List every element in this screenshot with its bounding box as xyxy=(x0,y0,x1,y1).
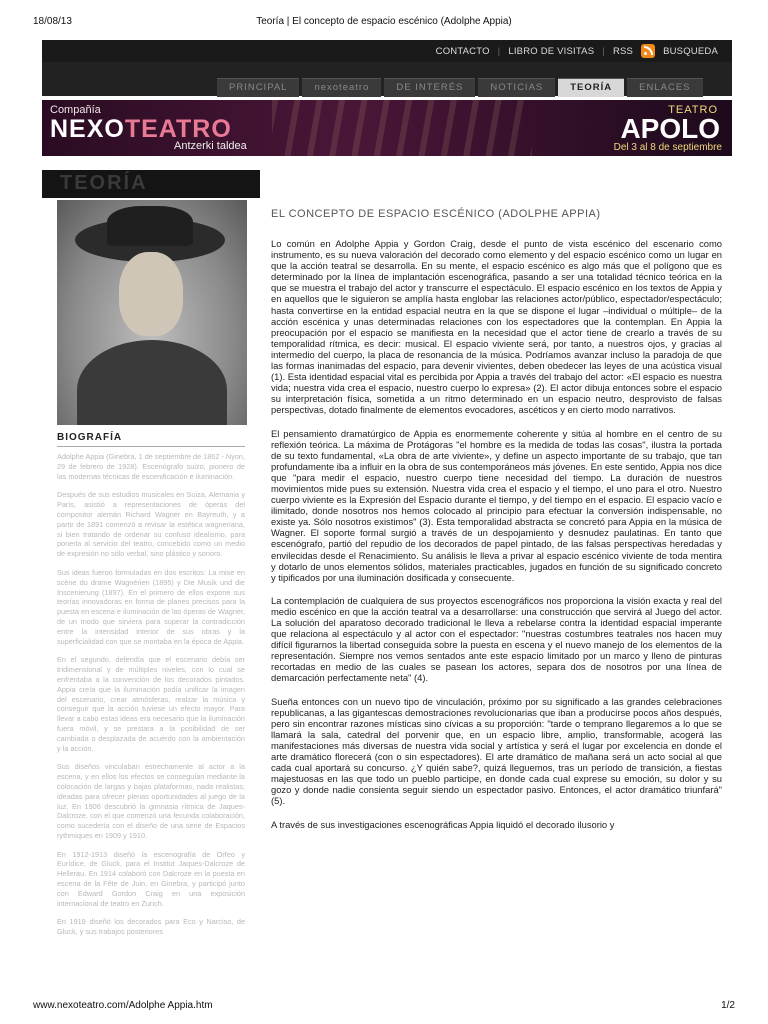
banner-tagline: Antzerki taldea xyxy=(174,140,247,152)
tab-nexoteatro[interactable]: nexoteatro xyxy=(302,78,381,97)
hat-crown xyxy=(107,206,193,246)
banner-logo-nexo: NEXO xyxy=(50,115,125,143)
bio-paragraph: En 1912-1913 diseñó la escenografía de Orfeo y Eurídice, de Gluck, para el Institut Jaques-Dalcroze de Hellerau. En 1914 colaboró con Dalcroze en la puesta en escena de la Fête de Juin, en Ginebra, y participó junto con Edward Gordon Craig en una exposición internacional de teatro en Zurich. xyxy=(57,849,245,908)
print-url: www.nexoteatro.com/Adolphe Appia.htm xyxy=(33,1000,213,1011)
article-title: EL CONCEPTO DE ESPACIO ESCÉNICO (ADOLPHE APPIA) xyxy=(271,208,601,220)
biography-text xyxy=(57,452,245,996)
face xyxy=(119,252,183,336)
article-paragraph: A través de sus investigaciones escenográficas Appia liquidó el decorado ilusorio y xyxy=(271,818,615,830)
banner-dates: Del 3 al 8 de septiembre xyxy=(613,142,722,153)
rss-feed-icon[interactable] xyxy=(641,44,655,58)
banner-compania: Compañía xyxy=(50,104,101,116)
bio-paragraph: Después de sus estudios musicales en Suiza, Alemania y París, asistió a representaciones de óperas del compositor alemán Richard Wagner en Bayreuth, y a partir de 1891 comenzó a revisar la estética wagneriana, si bien tratando de ordenar su confuso idealismo, para ponerla al servicio del teatro, concebido como un medio de expresión no sólo verbal, sino plástico y sonoro. xyxy=(57,490,245,559)
banner-venue-label: TEATRO xyxy=(668,104,718,116)
section-header xyxy=(42,170,260,198)
tab-de-interes[interactable]: DE INTERÉS xyxy=(384,78,475,97)
tab-noticias[interactable]: NOTICIAS xyxy=(478,78,555,97)
article-paragraph: La contemplación de cualquiera de sus proyectos escenográficos nos proporciona la visión exacta y real del medio escénico en que la acción teatral va a desarrollarse: una construcción que servirá al Juego del actor. La solución del aparatoso decorado tradicional le lleva a rebelarse contra la identidad espacial imperante que relaciona al espectáculo y al actor con el espectador: "nuestras costumbres teatrales nos hacen muy difícil figurarnos la libertad conseguida sobre la puesta en escena y el nuevo manejo de los elementos de la representación. Siempre nos vemos sentados ante este espacio limitado por un marco y lleno de pinturas recortadas en medio de las cuales se pasean los actores, separa dos de nosotros por una línea de demarcación perfectamente neta" (4). xyxy=(271,594,722,684)
article xyxy=(271,208,722,842)
rss-link[interactable]: RSS xyxy=(612,45,634,57)
bio-paragraph: Sus ideas fueron formuladas en dos escritos: La mise en scène du drame Wagnérien (1895) y Die Musik und die Inscenierung (1897). En el primero de ellos expone sus teorías innovadoras en forma de planes precisos para la puesta en escena e iluminación de las óperas de Wagner, de un modo que sirviera para superar la contradicción entre la intensidad interior de sus obras y la superficialidad con que se montaba en la época de Appia. xyxy=(57,567,245,646)
article-paragraph: El pensamiento dramatúrgico de Appia es enormemente coherente y sitúa al hombre en el centro de su reflexión teórica. La máxima de Protágoras "el hombre es la medida de todas las cosas", ilustra la portada de su texto fundamental, «La obra de arte viviente», y define un aspecto importante de su trabajo, que tan profundamente iba a influir en la obra de sus contemporáneos más jóvenes. En este sentido, Appia nos dice que "para medir el espacio, nuestro cuerpo tiene necesidad del tiempo. La duración de nuestros movimientos mide pues su extensión. Nuestra vida crea el espacio y el tiempo, el uno para el otro. Nuestro cuerpo viviente es la Expresión del Espacio durante el tiempo, y del tiempo en el espacio. El espacio vacío e ilimitado, donde nosotros nos hemos colocado al principio para efectuar la conversión indispensable, no existe ya. Sólo nosotros existimos" (3). Esta temporalidad abstracta se concretó para Appia en la música de Wagner. El soporte formal surgió a través de un despojamiento y desnudez paulatinas. En tanto que escenógrafo, partió del repudio de los decorados de papel pintado, de las falsas perspectivas heredadas y envilecidas desde el Renacimiento. Su análisis le lleva a privar al espacio escénico viviente de toda mentira y dotarlo de unos elementos sólidos, materiales practicables, jugados en función de su significado concreto y tipificados por una iluminación dosificada y consecuente. xyxy=(271,427,722,583)
contact-link[interactable]: CONTACTO xyxy=(435,45,490,57)
section-header-title: TEORÍA xyxy=(60,172,148,194)
article-paragraph: Sueña entonces con un nuevo tipo de vinculación, próximo por su significado a las grandes celebraciones republicanas, a las gigantescas demostraciones revolucionarias que iban a producirse pocos años después, pero sin encontrar razones místicas sino cívicas a su proporción: "tarde o temprano llegaremos a lo que se llamará la sala, catedral del porvenir que, en un espacio libre, amplio, transformable, acogerá las manifestaciones más diversas de nuestra vida social y artística y será el lugar por excelencia en donde el arte dramático florecerá (con o sin espectadores). El arte dramático de mañana será un acto social al que cada cual aportará su concurso. ¿Y quién sabe?, quizá lleguemos, tras un período de transición, a fiestas majestuosas en las que todo un pueblo participe, en donde cada cual exprese su emoción, su dolor y su gozo y donde nadie consienta seguir siendo un espectador pasivo. Entonces, el actor dramático triunfará" (5). xyxy=(271,695,722,807)
portrait-photo xyxy=(57,200,247,425)
print-page-number: 1/2 xyxy=(721,1000,735,1011)
body xyxy=(77,340,227,425)
search-link[interactable]: BUSQUEDA xyxy=(663,45,718,57)
separator: | xyxy=(602,45,605,57)
bio-paragraph: En 1919 diseñó los decorados para Eco y Narciso, de Gluck, y sus trabajos posteriores xyxy=(57,917,245,937)
top-bar xyxy=(42,40,732,62)
banner-venue-name: APOLO xyxy=(620,113,720,144)
article-paragraph: Lo común en Adolphe Appia y Gordon Craig, desde el punto de vista escénico del escenario como instrumento, es su nueva valoración del decorado como elemento y del espacio escénico como un lugar en que la acción teatral se desarrolla. En su mente, el espacio escénico es algo más que el polígono que es determinado por la línea de implantación escenográfica, pasando a ser una totalidad técnico teórica en la que se muestra el trabajo del actor y transcurre el espectáculo. El espacio escénico en los textos de Appia y en aquellos que le siguieron se amplía hasta englobar las relaciones actor/público, espectador/espectáculo; hasta convertirse en la entidad espacial neutra en la que se dispone el lugar –individual o múltiple– de la acción escénica y unas determinadas relaciones con los espectadores que la contemplan. En Appia la preocupación por el espacio se manifiesta en la necesidad que el actor tiene de crearlo a través de su temporalidad rítmica, es decir: musical. El espacio viviente será, por tanto, a nuestros ojos, y gracias al intermedio del cuerpo, la placa de resonancia de la música. Podríamos avanzar incluso la paradoja de que las formas inanimadas del espacio, para devenir vivientes, deben obedecer las leyes de una acústica visual (1). Esta identidad espacial vital es percibida por Appia a través del trabajo del actor: «El espacio es nuestra vida; nuestra vida crea el espacio, nuestro cuerpo lo expresa» (2). El actor dibuja entonces sobre el espacio su interpretación física, sometida a un ritmo determinado en un espacio neutro, desprovisto de falsas perspectivas, dotado finalmente de elementos evocadores, ascéticos y en cierto modo narrativos. xyxy=(271,238,722,416)
bio-paragraph: En el segundo, defendía que el escenario debía ser tridimensional y de múltiples niveles, con lo cual se enfrentaba a la convención de los decorados pintados. Appia creía que la iluminación podía unificar la imagen del escenario, crear atmósferas, realzar la música y conseguir que la acción tuviese un efecto mayor. Para llevar a cabo estas ideas era necesario que la iluminación fuera móvil, y se prestara a la posibilidad de ser cambiada o desplazada de acuerdo con la ambientación y la acción. xyxy=(57,655,245,753)
guestbook-link[interactable]: LIBRO DE VISITAS xyxy=(508,45,595,57)
biography-heading: BIOGRAFÍA xyxy=(57,432,245,447)
tab-enlaces[interactable]: ENLACES xyxy=(627,78,702,97)
main-nav xyxy=(42,62,732,96)
site-banner[interactable] xyxy=(42,100,732,156)
tab-teoria[interactable]: TEORÍA xyxy=(558,78,624,97)
banner-logo-teatro: TEATRO xyxy=(124,115,232,143)
stage-lights-graphic xyxy=(272,100,532,156)
tab-principal[interactable]: PRINCIPAL xyxy=(217,78,299,97)
bio-paragraph: Sus diseños vinculaban estrechamente al actor a la escena, y en ellos los efectos se conseguían mediante la colocación de largas y bajas plataformas, nada realistas, ideadas para ofrecer plenas oportunidades al juego de la luz. En 1906 descubrió la gimnasia rítmica de Jaques-Dalcroze, con el que comenzó una fecunda colaboración, como sucedería con el diseño de una serie de Espacios rythmiques en 1909 y 1910. xyxy=(57,762,245,840)
separator: | xyxy=(497,45,501,57)
print-date: 18/08/13 xyxy=(33,16,72,27)
bio-paragraph: Adolphe Appia (Ginebra, 1 de septiembre de 1862 - Nyon, 29 de febrero de 1928). Escenógrafo suizo, pionero de las modernas técnicas de escenificación e iluminación. xyxy=(57,452,245,481)
print-page-title: Teoría | El concepto de espacio escénico (Adolphe Appia) xyxy=(256,16,512,27)
